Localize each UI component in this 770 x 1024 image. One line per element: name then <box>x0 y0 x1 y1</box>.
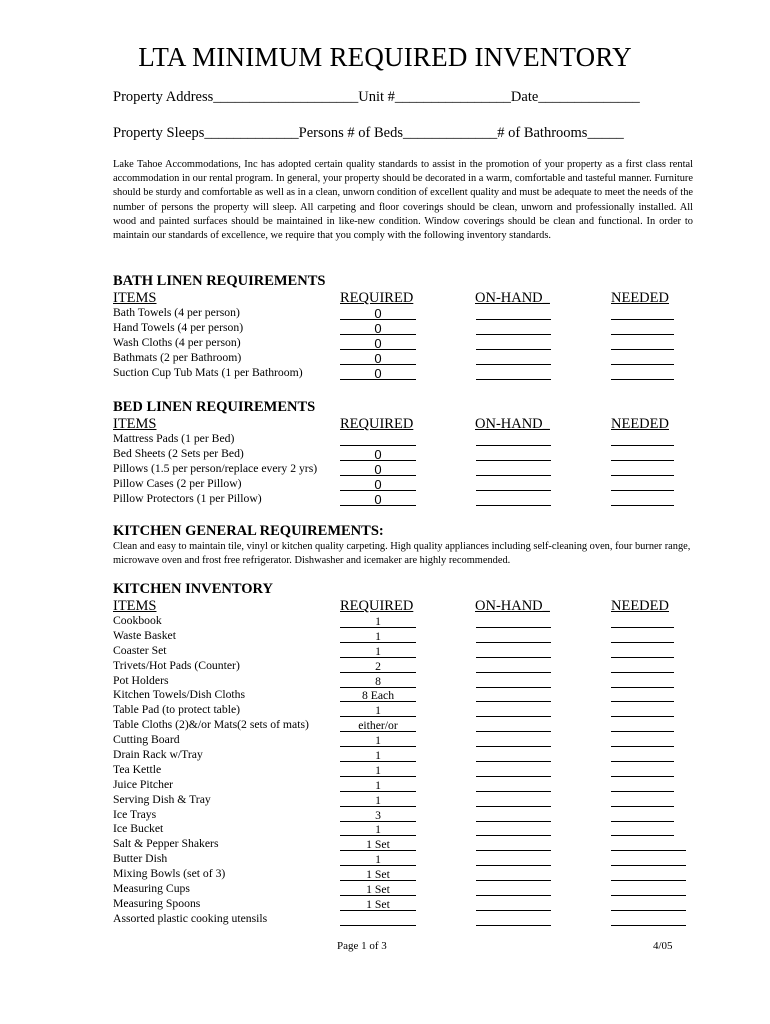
required-value: 0 <box>340 306 416 320</box>
onhand-field[interactable] <box>476 644 551 658</box>
needed-field[interactable] <box>611 718 674 732</box>
table-row <box>113 614 693 629</box>
needed-field[interactable] <box>611 492 674 506</box>
column-header <box>113 598 693 614</box>
table-row <box>113 306 693 321</box>
required-value: 1 <box>340 614 416 628</box>
section-title: KITCHEN INVENTORY <box>113 581 273 597</box>
required-value: 0 <box>340 492 416 506</box>
item-label: Table Pad (to protect table) <box>113 703 241 717</box>
needed-field[interactable] <box>611 306 674 320</box>
bath-linen-section <box>113 272 693 380</box>
col-items: ITEMS <box>113 416 157 432</box>
required-value: 3 <box>340 808 416 822</box>
table-row <box>113 778 693 793</box>
needed-field[interactable] <box>611 793 674 807</box>
col-needed: NEEDED <box>611 598 669 614</box>
required-value: 0 <box>340 321 416 335</box>
item-label: Pillow Cases (2 per Pillow) <box>113 476 242 490</box>
table-row <box>113 644 693 659</box>
col-required: REQUIRED <box>340 598 414 614</box>
onhand-field[interactable] <box>476 793 551 807</box>
onhand-field[interactable] <box>476 447 551 461</box>
needed-field[interactable] <box>611 462 674 476</box>
required-value: 8 Each <box>340 688 416 702</box>
required-value: 1 <box>340 822 416 836</box>
needed-field[interactable] <box>611 351 674 365</box>
intro-paragraph: Lake Tahoe Accommodations, Inc has adopted certain quality standards to assist in the promotion of your property as a first class rental accommodation in our rental program. In general, your property should be decorated in a warm, comfortable and tasteful manner. Furniture should be sturdy and comfortable as well as in a clean, unworn condition of excellent quality and must be adequate to meet the needs of the number of persons the property will sleep. All carpeting and floor coverings should be clean, unworn and professionally installed. All wood and painted surfaces should be maintained in like-new condition. Window coverings should be clean and functional. In order to maintain our standards of excellence, we require that you comply with the following inventory standards. <box>113 159 693 242</box>
col-needed: NEEDED <box>611 290 669 306</box>
section-title: BATH LINEN REQUIREMENTS <box>113 273 326 289</box>
kitchen-general-text: Clean and easy to maintain tile, vinyl or kitchen quality carpeting. High quality appliances including self-cleaning oven, four burner range, microwave oven and frost free refrigerator. Dishwasher and icemaker are highly recommended. <box>113 541 691 566</box>
table-row <box>113 837 693 852</box>
item-label: Mattress Pads (1 per Bed) <box>113 432 235 445</box>
onhand-field[interactable] <box>476 688 551 702</box>
onhand-field[interactable] <box>476 837 551 851</box>
onhand-field[interactable] <box>476 492 551 506</box>
item-label: Waste Basket <box>113 628 176 642</box>
needed-field[interactable] <box>611 614 674 628</box>
table-row <box>113 793 693 808</box>
needed-field[interactable] <box>611 778 674 792</box>
onhand-field[interactable] <box>476 748 551 762</box>
needed-field[interactable] <box>611 733 674 747</box>
table-row <box>113 659 693 674</box>
required-value: 1 <box>340 733 416 747</box>
needed-field[interactable] <box>611 867 686 881</box>
column-header <box>113 290 693 306</box>
required-value: 1 <box>340 644 416 658</box>
table-row <box>113 867 693 882</box>
needed-field[interactable] <box>611 336 674 350</box>
item-label: Pot Holders <box>113 673 169 687</box>
required-value <box>340 912 416 926</box>
table-row <box>113 733 693 748</box>
required-value: 8 <box>340 674 416 688</box>
table-row <box>113 321 693 336</box>
onhand-field[interactable] <box>476 366 551 380</box>
table-row <box>113 674 693 689</box>
required-value: 1 <box>340 852 416 866</box>
needed-field[interactable] <box>611 432 674 446</box>
item-label: Pillow Protectors (1 per Pillow) <box>113 491 262 505</box>
table-row <box>113 763 693 778</box>
needed-field[interactable] <box>611 644 674 658</box>
section-title: KITCHEN GENERAL REQUIREMENTS: <box>113 523 384 539</box>
onhand-field[interactable] <box>476 659 551 673</box>
onhand-field[interactable] <box>476 882 551 896</box>
kitchen-general-section <box>113 522 693 568</box>
onhand-field[interactable] <box>476 629 551 643</box>
item-label: Trivets/Hot Pads (Counter) <box>113 658 240 672</box>
onhand-field[interactable] <box>476 614 551 628</box>
needed-field[interactable] <box>611 659 674 673</box>
needed-field[interactable] <box>611 447 674 461</box>
col-required: REQUIRED <box>340 416 414 432</box>
item-label: Cutting Board <box>113 733 180 747</box>
onhand-field[interactable] <box>476 808 551 822</box>
table-row <box>113 897 693 912</box>
col-items: ITEMS <box>113 290 157 306</box>
item-label: Kitchen Towels/Dish Cloths <box>113 688 246 702</box>
onhand-field[interactable] <box>476 897 551 911</box>
required-value: either/or <box>340 718 416 732</box>
onhand-field[interactable] <box>476 778 551 792</box>
onhand-field[interactable] <box>476 822 551 836</box>
page-number: Page 1 of 3 <box>337 940 387 952</box>
table-row <box>113 822 693 837</box>
required-value: 1 Set <box>340 837 416 851</box>
table-row <box>113 718 693 733</box>
needed-field[interactable] <box>611 321 674 335</box>
needed-field[interactable] <box>611 912 686 926</box>
onhand-field[interactable] <box>476 852 551 866</box>
bed-linen-section <box>113 398 693 506</box>
required-value: 1 Set <box>340 882 416 896</box>
needed-field[interactable] <box>611 882 686 896</box>
required-value: 1 <box>340 703 416 717</box>
required-value: 0 <box>340 462 416 476</box>
table-row <box>113 366 693 381</box>
needed-field[interactable] <box>611 897 686 911</box>
col-items: ITEMS <box>113 598 157 614</box>
table-row <box>113 748 693 763</box>
table-row <box>113 882 693 897</box>
required-value: 0 <box>340 366 416 380</box>
table-row <box>113 808 693 823</box>
required-value: 1 Set <box>340 867 416 881</box>
onhand-field[interactable] <box>476 867 551 881</box>
table-row <box>113 688 693 703</box>
item-label: Bath Towels (4 per person) <box>113 306 240 319</box>
revision-date: 4/05 <box>653 940 673 952</box>
bath-rows <box>113 306 693 380</box>
needed-field[interactable] <box>611 837 686 851</box>
item-label: Cookbook <box>113 614 162 627</box>
table-row <box>113 351 693 366</box>
needed-field[interactable] <box>611 366 674 380</box>
onhand-field[interactable] <box>476 733 551 747</box>
required-value <box>340 432 416 446</box>
item-label: Assorted plastic cooking utensils <box>113 911 268 925</box>
item-label: Pillows (1.5 per person/replace every 2 yrs) <box>113 461 318 475</box>
needed-field[interactable] <box>611 688 674 702</box>
kitchen-inventory-section <box>113 580 693 927</box>
onhand-field[interactable] <box>476 477 551 491</box>
onhand-field[interactable] <box>476 718 551 732</box>
table-row <box>113 492 693 507</box>
onhand-field[interactable] <box>476 432 551 446</box>
item-label: Wash Cloths (4 per person) <box>113 335 241 349</box>
required-value: 0 <box>340 477 416 491</box>
item-label: Tea Kettle <box>113 762 162 776</box>
required-value: 2 <box>340 659 416 673</box>
item-label: Hand Towels (4 per person) <box>113 320 244 334</box>
onhand-field[interactable] <box>476 336 551 350</box>
table-row <box>113 912 693 927</box>
required-value: 1 <box>340 748 416 762</box>
required-value: 1 <box>340 629 416 643</box>
table-row <box>113 432 693 447</box>
item-label: Serving Dish & Tray <box>113 792 211 806</box>
col-onhand: ON-HAND_ <box>475 290 550 306</box>
item-label: Measuring Spoons <box>113 896 201 910</box>
table-row <box>113 336 693 351</box>
table-row <box>113 477 693 492</box>
item-label: Juice Pitcher <box>113 777 174 791</box>
onhand-field[interactable] <box>476 306 551 320</box>
needed-field[interactable] <box>611 808 674 822</box>
property-address-line: Property Address____________________Unit #________________Date______________ <box>113 89 640 105</box>
needed-field[interactable] <box>611 703 674 717</box>
onhand-field[interactable] <box>476 912 551 926</box>
item-label: Coaster Set <box>113 643 167 657</box>
col-onhand: ON-HAND_ <box>475 416 550 432</box>
item-label: Measuring Cups <box>113 882 190 896</box>
col-needed: NEEDED <box>611 416 669 432</box>
needed-field[interactable] <box>611 748 674 762</box>
col-onhand: ON-HAND_ <box>475 598 550 614</box>
bed-rows <box>113 432 693 506</box>
page-title: LTA MINIMUM REQUIRED INVENTORY <box>138 42 632 72</box>
required-value: 1 <box>340 793 416 807</box>
required-value: 1 <box>340 763 416 777</box>
onhand-field[interactable] <box>476 321 551 335</box>
needed-field[interactable] <box>611 674 674 688</box>
onhand-field[interactable] <box>476 763 551 777</box>
onhand-field[interactable] <box>476 674 551 688</box>
table-row <box>113 447 693 462</box>
onhand-field[interactable] <box>476 462 551 476</box>
item-label: Drain Rack w/Tray <box>113 748 203 762</box>
required-value: 1 <box>340 778 416 792</box>
table-row <box>113 852 693 867</box>
needed-field[interactable] <box>611 477 674 491</box>
needed-field[interactable] <box>611 763 674 777</box>
needed-field[interactable] <box>611 822 674 836</box>
onhand-field[interactable] <box>476 351 551 365</box>
item-label: Bathmats (2 per Bathroom) <box>113 350 242 364</box>
table-row <box>113 703 693 718</box>
col-required: REQUIRED <box>340 290 414 306</box>
kitchen-rows <box>113 614 693 927</box>
table-row <box>113 629 693 644</box>
table-row <box>113 462 693 477</box>
item-label: Ice Trays <box>113 807 157 821</box>
section-title: BED LINEN REQUIREMENTS <box>113 399 316 415</box>
onhand-field[interactable] <box>476 703 551 717</box>
required-value: 0 <box>340 351 416 365</box>
required-value: 0 <box>340 336 416 350</box>
needed-field[interactable] <box>611 852 686 866</box>
required-value: 0 <box>340 447 416 461</box>
item-label: Salt & Pepper Shakers <box>113 837 219 851</box>
needed-field[interactable] <box>611 629 674 643</box>
column-header <box>113 416 693 432</box>
item-label: Suction Cup Tub Mats (1 per Bathroom) <box>113 365 303 379</box>
property-sleeps-line: Property Sleeps_____________Persons # of Beds_____________# of Bathrooms_____ <box>113 125 624 141</box>
required-value: 1 Set <box>340 897 416 911</box>
item-label: Butter Dish <box>113 852 168 866</box>
item-label: Table Cloths (2)&/or Mats(2 sets of mats) <box>113 718 309 732</box>
item-label: Mixing Bowls (set of 3) <box>113 867 226 881</box>
item-label: Ice Bucket <box>113 822 164 836</box>
item-label: Bed Sheets (2 Sets per Bed) <box>113 446 244 460</box>
